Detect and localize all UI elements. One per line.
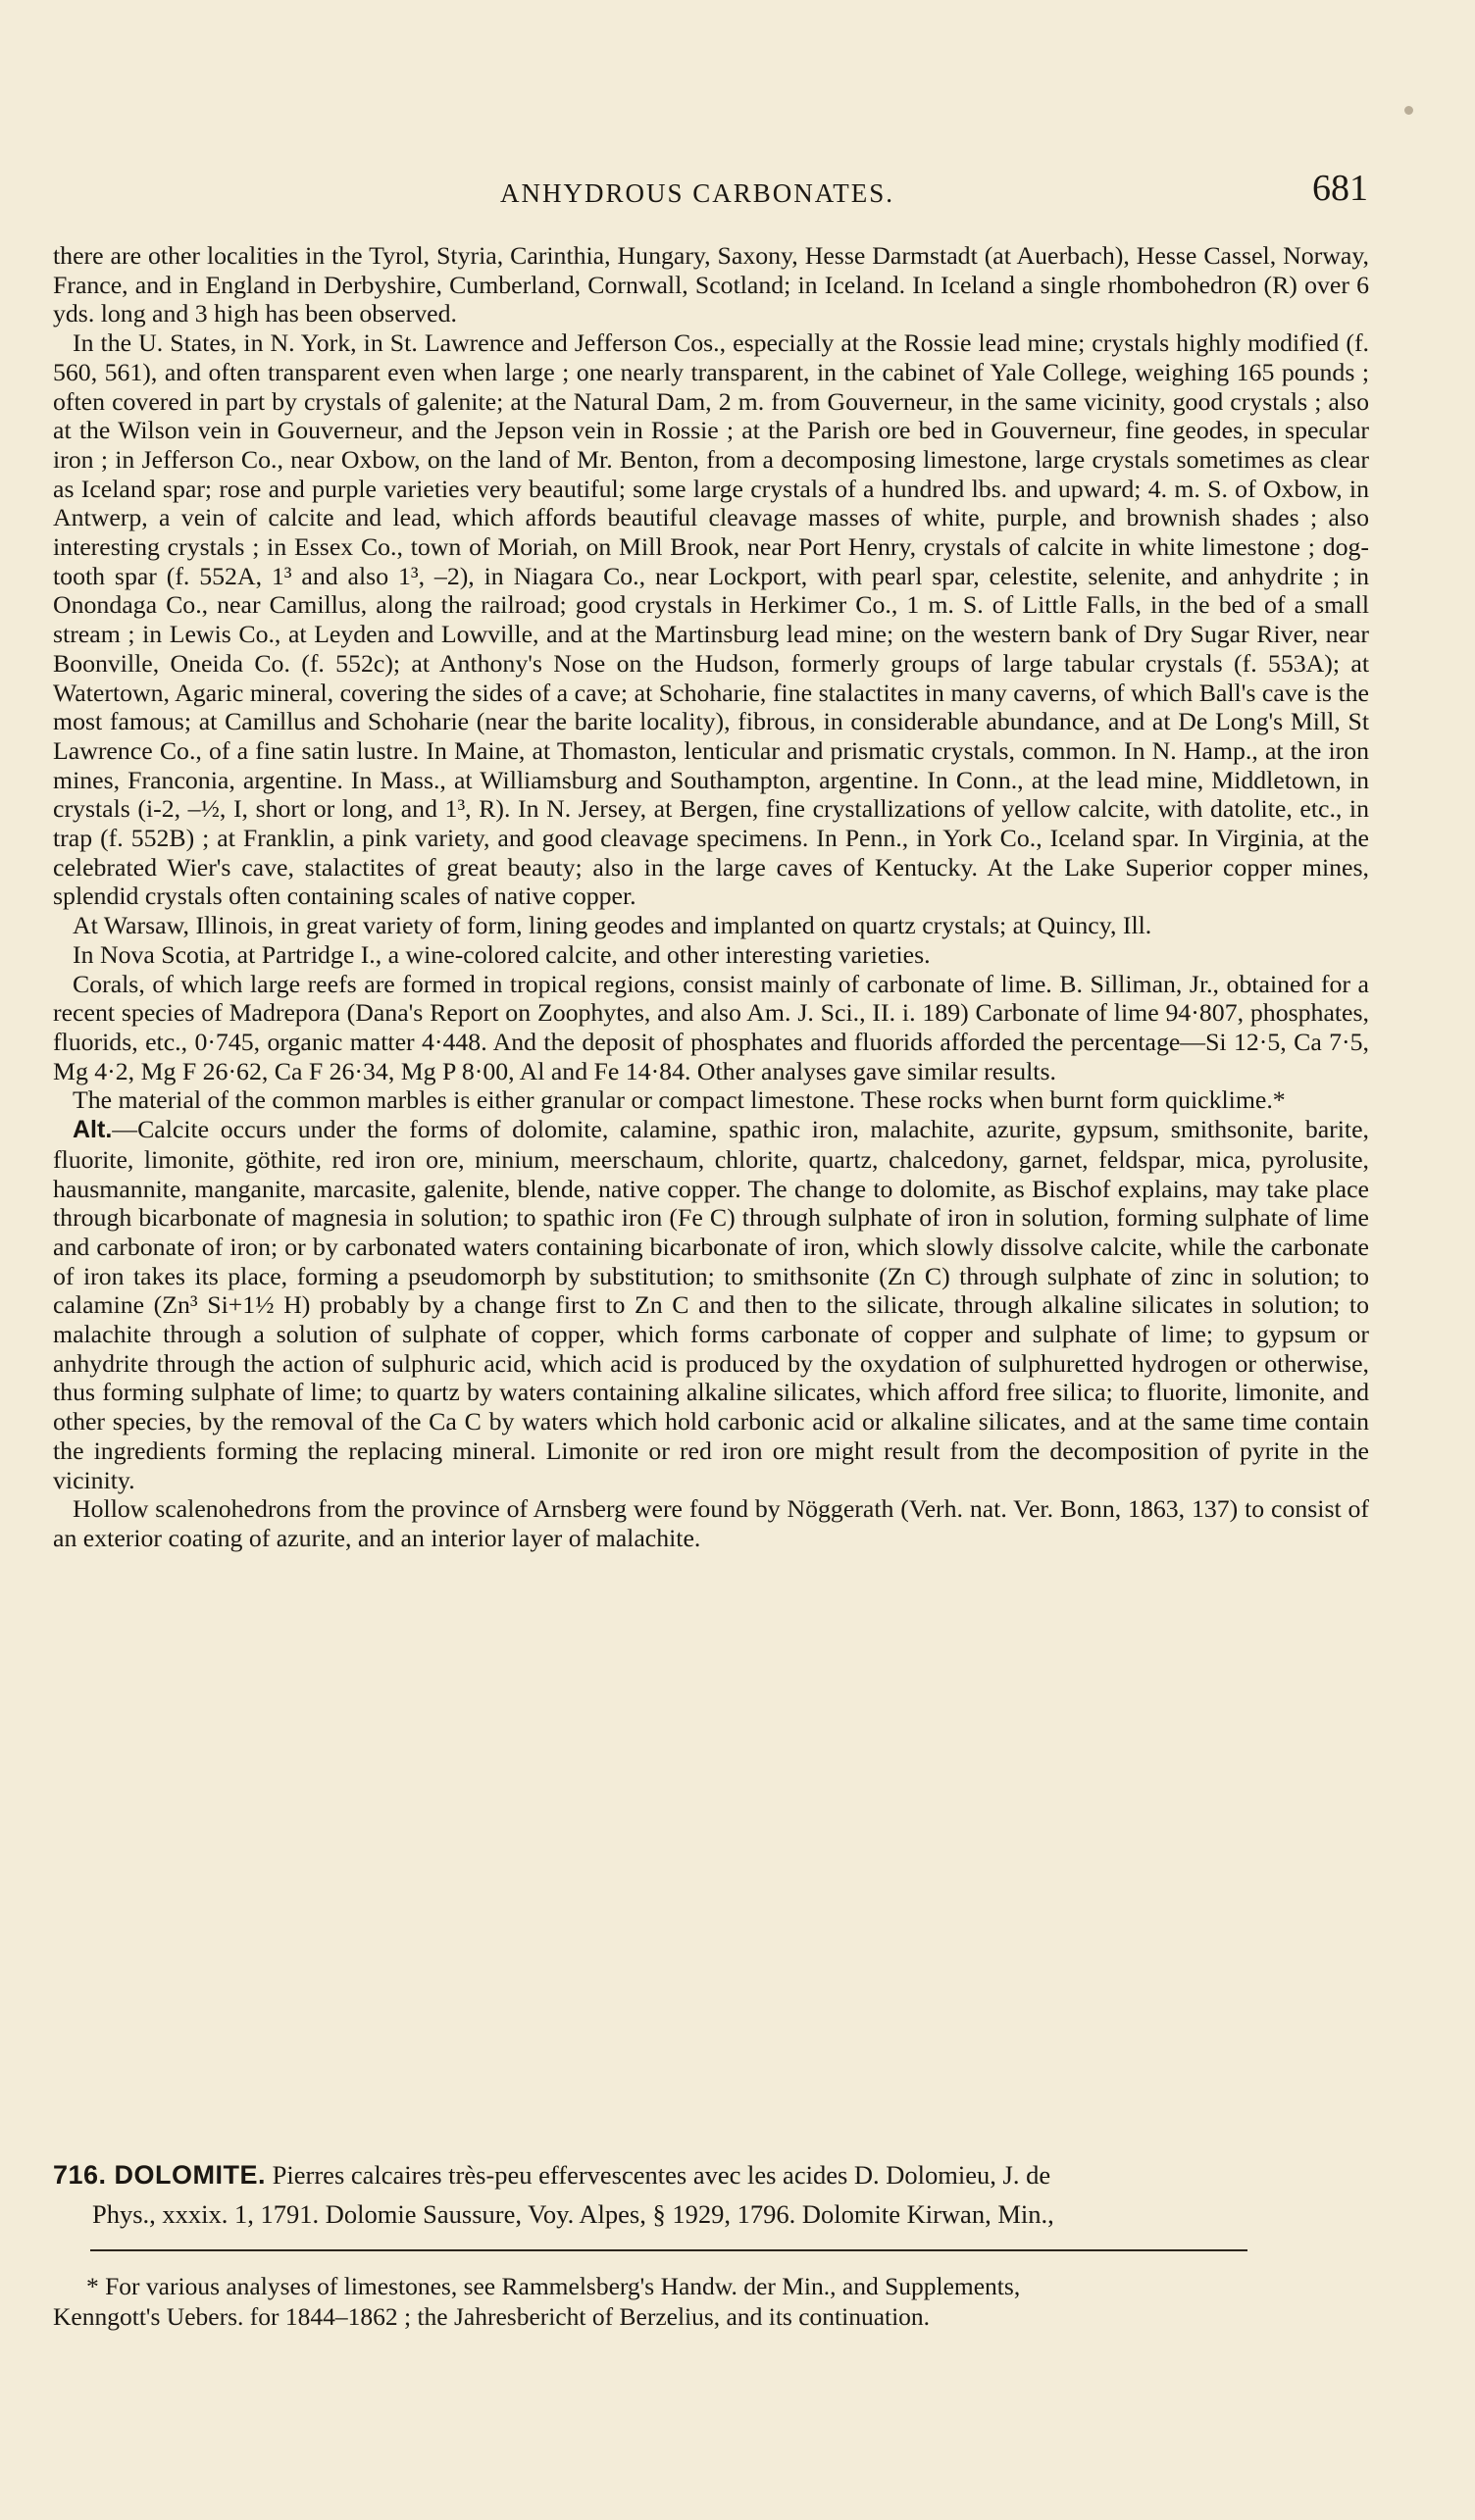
page-number: 681 bbox=[1312, 168, 1368, 209]
entry-line bbox=[53, 2155, 1367, 2194]
paragraph bbox=[53, 1494, 1369, 1552]
paragraph-text: there are other localities in the Tyrol, Styria, Carinthia, Hungary, Saxony, Hesse Darmstadt (at Auerbach), Hesse Cassel, Norway, France, and in England in Derbyshire, Cumberland, Cornwall, Scotland; in Iceland. In Iceland a single rhombohedron (R) over 6 yds. long and 3 high has been observed. bbox=[53, 241, 1369, 328]
paragraph-text: Hollow scalenohedrons from the province of Arnsberg were found by Nöggerath (Verh. nat. Ver. Bonn, 1863, 137) to consist of an exterior coating of azurite, and an interior layer of malachite. bbox=[53, 1494, 1369, 1552]
paragraph-text: In the U. States, in N. York, in St. Lawrence and Jefferson Cos., especially at the Rossie lead mine; crystals highly modified (f. 560, 561), and often transparent even when large ; one nearly transparent, in the cabinet of Yale College, weighing 165 pounds ; often covered in part by crystals of galenite; at the Natural Dam, 2 m. from Gouverneur, in the same vicinity, good crystals ; also at the Wilson vein in Gouverneur, and the Jepson vein in Rossie ; at the Parish ore bed in Gouverneur, fine geodes, in specular iron ; in Jefferson Co., near Oxbow, on the land of Mr. Benton, from a decomposing limestone, large crystals sometimes as clear as Iceland spar; rose and purple varieties very beautiful; some large crystals of a hundred lbs. and upward; 4. m. S. of Oxbow, in Antwerp, a vein of calcite and lead, which affords beautiful cleavage masses of white, purple, and brownish shades ; also interesting crystals ; in Essex Co., town of Moriah, on Mill Brook, near Port Henry, crystals of calcite in white limestone ; dog-tooth spar (f. 552A, 1³ and also 1³, –2), in Niagara Co., near Lockport, with pearl spar, celestite, selenite, and anhydrite ; in Onondaga Co., near Camillus, along the railroad; good crystals in Herkimer Co., 1 m. S. of Little Falls, in the bed of a small stream ; in Lewis Co., at Leyden and Lowville, and at the Martinsburg lead mine; on the western bank of Dry Sugar River, near Boonville, Oneida Co. (f. 552c); at Anthony's Nose on the Hudson, formerly groups of large tabular crystals (f. 553A); at Watertown, Agaric mineral, covering the sides of a cave; at Schoharie, fine stalactites in many caverns, of which Ball's cave is the most famous; at Camillus and Schoharie (near the barite locality), fibrous, in considerable abundance, and at De Long's Mill, St Lawrence Co., of a fine satin lustre. In Maine, at Thomaston, lenticular and prismatic crystals, common. In N. Hamp., at the iron mines, Franconia, argentine. In Mass., at Williamsburg and Southampton, argentine. In Conn., at the lead mine, Middletown, in crystals (i-2, –½, I, short or long, and 1³, R). In N. Jersey, at Bergen, fine crystallizations of yellow calcite, with datolite, etc., in trap (f. 552B) ; at Franklin, a pink variety, and good cleavage specimens. In Penn., in York Co., Iceland spar. In Virginia, at the celebrated Wier's cave, stalactites of great beauty; also in the large caves of Kentucky. At the Lake Superior copper mines, splendid crystals often containing scales of native copper. bbox=[53, 328, 1369, 911]
footnote-rule bbox=[90, 2249, 1247, 2251]
entry-text: Pierres calcaires très-peu effervescentes avec les acides D. Dolomieu, J. de bbox=[272, 2160, 1051, 2190]
entry-line bbox=[53, 2194, 1367, 2234]
paragraph-text: At Warsaw, Illinois, in great variety of form, lining geodes and implanted on quartz crystals; at Quincy, Ill. bbox=[73, 911, 1152, 940]
paragraph bbox=[53, 911, 1369, 940]
alteration-heading: Alt. bbox=[73, 1116, 113, 1144]
paragraph bbox=[53, 970, 1369, 1086]
entry-heading: 716. DOLOMITE. bbox=[53, 2160, 267, 2190]
species-entry bbox=[53, 2155, 1367, 2234]
paragraph bbox=[53, 940, 1369, 970]
page-speck bbox=[1404, 106, 1413, 115]
entry-text: Phys., xxxix. 1, 1791. Dolomie Saussure, Voy. Alpes, § 1929, 1796. Dolomite Kirwan, Min., bbox=[92, 2199, 1054, 2229]
running-title: ANHYDROUS CARBONATES. bbox=[500, 178, 895, 208]
body-text bbox=[53, 241, 1369, 1553]
footnote-line: Kenngott's Uebers. for 1844–1862 ; the Jahresbericht of Berzelius, and its continuation. bbox=[53, 2302, 931, 2331]
paragraph bbox=[53, 328, 1369, 911]
paragraph-text: Corals, of which large reefs are formed in tropical regions, consist mainly of carbonate of lime. B. Silliman, Jr., obtained for a recent species of Madrepora (Dana's Report on Zoophytes, and also Am. J. Sci., II. i. 189) Carbonate of lime 94·807, phosphates, fluorids, etc., 0·745, organic matter 4·448. And the deposit of phosphates and fluorids afforded the percentage—Si 12·5, Ca 7·5, Mg 4·2, Mg F 26·62, Ca F 26·34, Mg P 8·00, Al and Fe 14·84. Other analyses gave similar results. bbox=[53, 969, 1369, 1085]
paragraph bbox=[53, 241, 1369, 328]
paragraph-text: In Nova Scotia, at Partridge I., a wine-colored calcite, and other interesting varieties. bbox=[73, 939, 931, 969]
footnote bbox=[53, 2271, 1367, 2332]
paragraph-text: —Calcite occurs under the forms of dolomite, calamine, spathic iron, malachite, azurite, gypsum, smithsonite, barite, fluorite, limonite, göthite, red iron ore, minium, meerschaum, chlorite, quartz, chalcedony, garnet, feldspar, mica, pyrolusite, hausmannite, manganite, marcasite, galenite, blende, native copper. The change to dolomite, as Bischof explains, may take place through bicarbonate of magnesia in solution; to spathic iron (Fe C) through sulphate of iron in solution, forming sulphate of lime and carbonate of iron; or by carbonated waters containing bicarbonate of iron, which slowly dissolve calcite, while the carbonate of iron takes its place, forming a pseudomorph by substitution; to smithsonite (Zn C) through sulphate of zinc in solution; to calamine (Zn³ Si+1½ H) probably by a change first to Zn C and then to the silicate, through alkaline silicates in solution; to malachite through a solution of sulphate of copper, which forms carbonate of copper and sulphate of lime; to gypsum or anhydrite through the action of sulphuric acid, which acid is produced by the oxydation of sulphuretted hydrogen or otherwise, thus forming sulphate of lime; to quartz by waters containing alkaline silicates, which afford free silica; to fluorite, limonite, and other species, by the removal of the Ca C by waters which hold carbonic acid or alkaline silicates, and at the same time contain the ingredients forming the replacing mineral. Limonite or red iron ore might result from the decomposition of pyrite in the vicinity. bbox=[53, 1115, 1369, 1494]
paragraph bbox=[53, 1115, 1369, 1494]
paragraph-text: The material of the common marbles is either granular or compact limestone. These rocks when burnt form quicklime.* bbox=[73, 1085, 1286, 1115]
footnote-line: * For various analyses of limestones, see Rammelsberg's Handw. der Min., and Supplements, bbox=[86, 2272, 1021, 2300]
paragraph bbox=[53, 1085, 1369, 1115]
